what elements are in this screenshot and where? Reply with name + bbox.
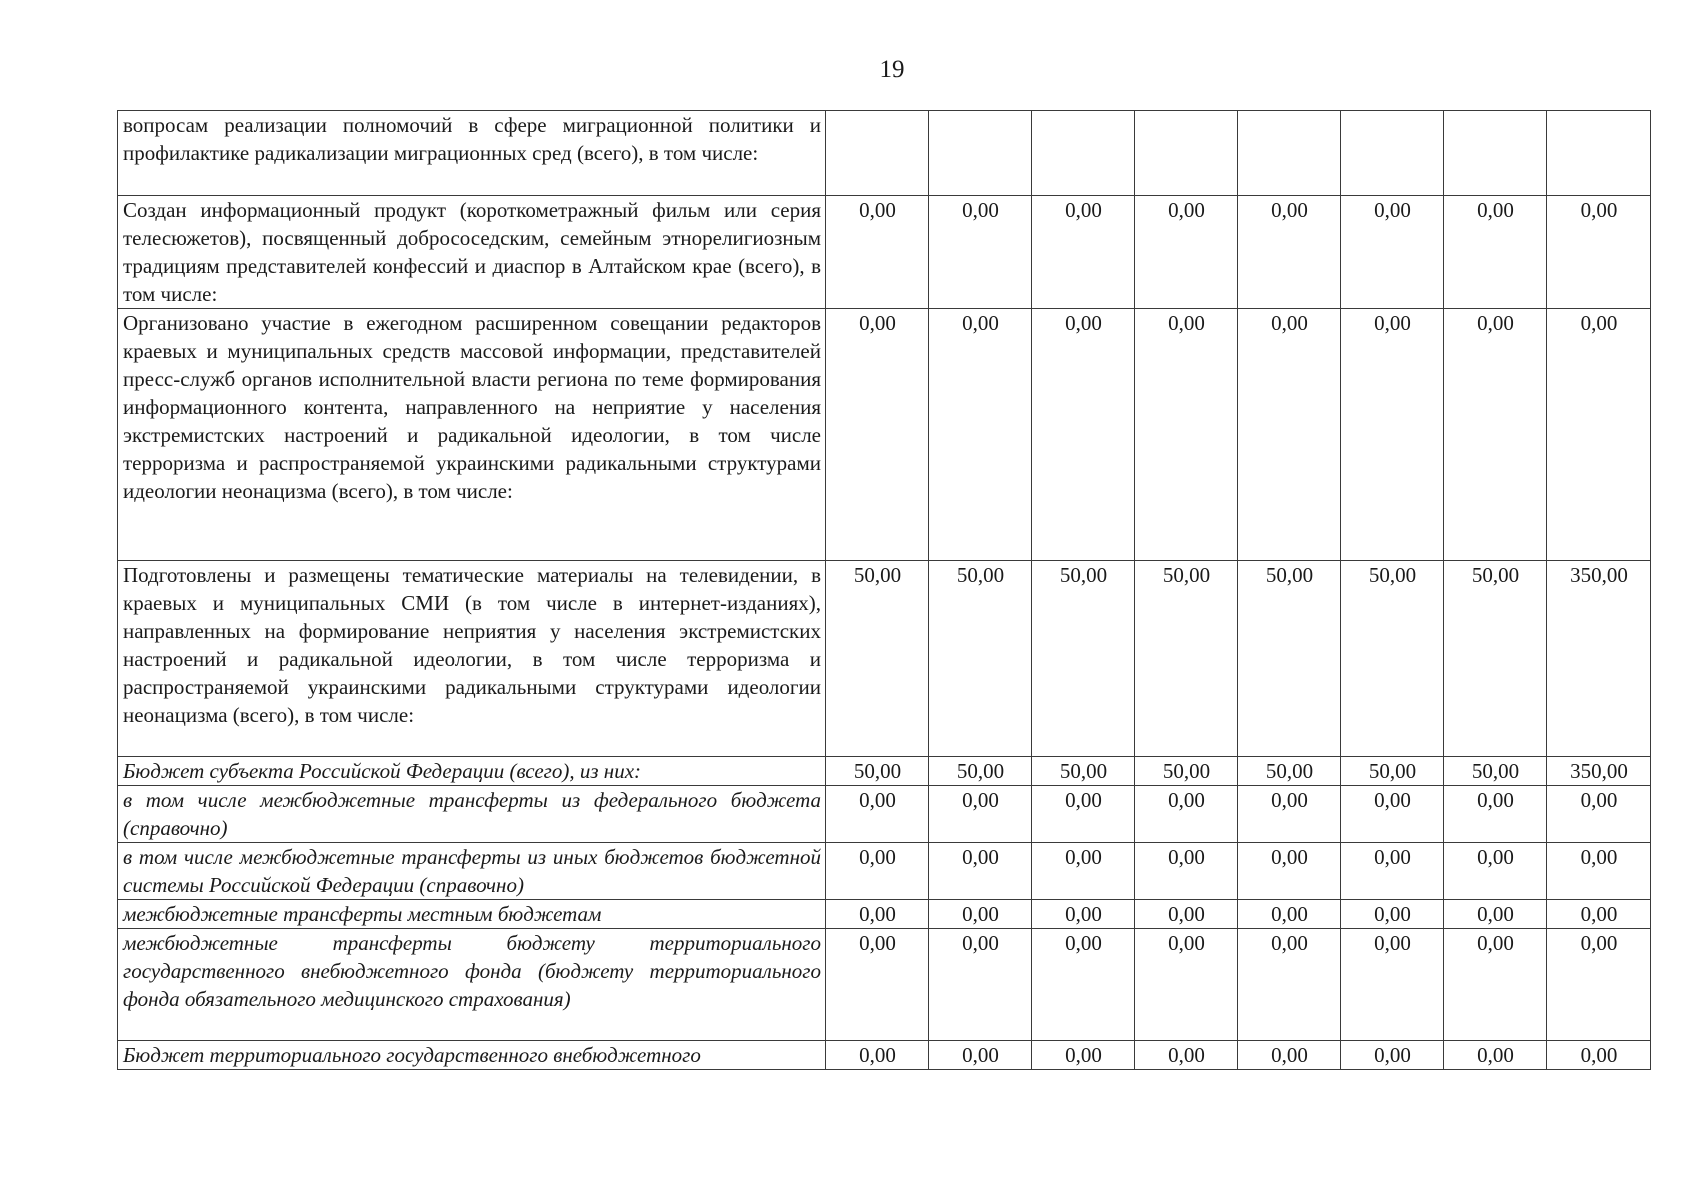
row-value: 0,00 <box>1135 900 1238 929</box>
row-value: 0,00 <box>1444 1041 1547 1070</box>
table-row <box>118 757 1651 786</box>
row-value: 0,00 <box>826 900 929 929</box>
row-value: 0,00 <box>1341 843 1444 900</box>
row-value: 0,00 <box>1444 196 1547 309</box>
row-value: 50,00 <box>1444 561 1547 757</box>
row-value: 0,00 <box>826 309 929 561</box>
row-value <box>826 111 929 196</box>
row-value: 0,00 <box>1238 929 1341 1041</box>
row-value <box>1032 111 1135 196</box>
row-value: 0,00 <box>1547 900 1651 929</box>
row-value: 0,00 <box>826 1041 929 1070</box>
row-value: 0,00 <box>826 786 929 843</box>
row-value <box>929 111 1032 196</box>
table-row <box>118 111 1651 196</box>
row-value: 0,00 <box>826 196 929 309</box>
row-value: 0,00 <box>1444 900 1547 929</box>
row-value: 0,00 <box>1238 1041 1341 1070</box>
row-value: 0,00 <box>929 1041 1032 1070</box>
row-value: 0,00 <box>1444 929 1547 1041</box>
row-value <box>1341 111 1444 196</box>
row-description: в том числе межбюджетные трансферты из федерального бюджета (справочно) <box>118 786 826 843</box>
row-description: вопросам реализации полномочий в сфере миграционной политики и профилактике радикализации миграционных сред (всего), в том числе: <box>118 111 826 196</box>
budget-table <box>117 110 1651 1070</box>
row-value: 50,00 <box>1341 561 1444 757</box>
row-value: 0,00 <box>1238 900 1341 929</box>
row-value: 50,00 <box>929 561 1032 757</box>
row-value: 0,00 <box>1238 786 1341 843</box>
row-value: 50,00 <box>1135 757 1238 786</box>
row-value: 0,00 <box>1135 309 1238 561</box>
row-value: 0,00 <box>1032 196 1135 309</box>
row-value: 350,00 <box>1547 561 1651 757</box>
row-value: 50,00 <box>1238 561 1341 757</box>
row-value: 0,00 <box>1032 843 1135 900</box>
row-value: 0,00 <box>1341 929 1444 1041</box>
row-description: Создан информационный продукт (короткометражный фильм или серия телесюжетов), посвященный добрососедским, семейным этнорелигиозным традициям представителей конфессий и диаспор в Алтайском крае (всего), в том числе: <box>118 196 826 309</box>
table-row <box>118 900 1651 929</box>
row-value: 0,00 <box>826 843 929 900</box>
row-description: Подготовлены и размещены тематические материалы на телевидении, в краевых и муниципальных СМИ (в том числе в интернет-изданиях), направленных на формирование неприятия у населения экстремистских настроений и радикальной идеологии, в том числе терроризма и распространяемой украинскими радикальными структурами идеологии неонацизма (всего), в том числе: <box>118 561 826 757</box>
row-value: 0,00 <box>1547 929 1651 1041</box>
table-row <box>118 843 1651 900</box>
row-value <box>1135 111 1238 196</box>
row-value: 0,00 <box>1444 309 1547 561</box>
row-value: 0,00 <box>1032 929 1135 1041</box>
row-value <box>1444 111 1547 196</box>
row-value: 50,00 <box>826 757 929 786</box>
row-value: 50,00 <box>1341 757 1444 786</box>
table-row <box>118 929 1651 1041</box>
row-value: 0,00 <box>929 843 1032 900</box>
row-value: 0,00 <box>1444 843 1547 900</box>
row-value: 0,00 <box>826 929 929 1041</box>
row-value: 0,00 <box>929 309 1032 561</box>
row-description: межбюджетные трансферты местным бюджетам <box>118 900 826 929</box>
row-value: 0,00 <box>1341 196 1444 309</box>
row-value: 0,00 <box>1547 1041 1651 1070</box>
row-value: 0,00 <box>1547 196 1651 309</box>
row-value: 0,00 <box>1135 929 1238 1041</box>
row-value: 350,00 <box>1547 757 1651 786</box>
row-value: 0,00 <box>1341 900 1444 929</box>
row-value: 0,00 <box>1135 786 1238 843</box>
table-row <box>118 196 1651 309</box>
row-value: 50,00 <box>1135 561 1238 757</box>
row-value: 0,00 <box>1238 196 1341 309</box>
row-value: 0,00 <box>1341 309 1444 561</box>
row-value: 50,00 <box>826 561 929 757</box>
row-value: 50,00 <box>1032 757 1135 786</box>
row-value: 0,00 <box>1547 843 1651 900</box>
row-value: 0,00 <box>1032 1041 1135 1070</box>
row-value: 50,00 <box>929 757 1032 786</box>
table-row <box>118 561 1651 757</box>
row-value: 50,00 <box>1032 561 1135 757</box>
row-value: 0,00 <box>1032 786 1135 843</box>
row-description: Бюджет территориального государственного внебюджетного <box>118 1041 826 1070</box>
row-description: межбюджетные трансферты бюджету территориального государственного внебюджетного фонда (бюджету территориального фонда обязательного медицинского страхования) <box>118 929 826 1041</box>
table-row <box>118 309 1651 561</box>
row-value: 50,00 <box>1238 757 1341 786</box>
row-value: 0,00 <box>1238 843 1341 900</box>
row-description: Организовано участие в ежегодном расширенном совещании редакторов краевых и муниципальных средств массовой информации, представителей пресс-служб органов исполнительной власти региона по теме формирования информационного контента, направленного на неприятие у населения экстремистских настроений и радикальной идеологии, в том числе терроризма и распространяемой украинскими радикальными структурами идеологии неонацизма (всего), в том числе: <box>118 309 826 561</box>
row-value: 0,00 <box>1135 843 1238 900</box>
row-value <box>1238 111 1341 196</box>
page-number: 19 <box>879 56 905 83</box>
row-value: 0,00 <box>1341 1041 1444 1070</box>
row-value: 0,00 <box>1238 309 1341 561</box>
row-value: 0,00 <box>1032 309 1135 561</box>
row-value: 0,00 <box>929 900 1032 929</box>
row-description: Бюджет субъекта Российской Федерации (всего), из них: <box>118 757 826 786</box>
row-value: 0,00 <box>1135 196 1238 309</box>
row-description: в том числе межбюджетные трансферты из иных бюджетов бюджетной системы Российской Федерации (справочно) <box>118 843 826 900</box>
row-value: 50,00 <box>1444 757 1547 786</box>
row-value: 0,00 <box>1341 786 1444 843</box>
row-value: 0,00 <box>1547 309 1651 561</box>
row-value: 0,00 <box>1032 900 1135 929</box>
row-value: 0,00 <box>1135 1041 1238 1070</box>
table-row <box>118 786 1651 843</box>
row-value: 0,00 <box>929 196 1032 309</box>
row-value: 0,00 <box>929 786 1032 843</box>
row-value: 0,00 <box>1547 786 1651 843</box>
row-value: 0,00 <box>929 929 1032 1041</box>
row-value <box>1547 111 1651 196</box>
table-row <box>118 1041 1651 1070</box>
row-value: 0,00 <box>1444 786 1547 843</box>
